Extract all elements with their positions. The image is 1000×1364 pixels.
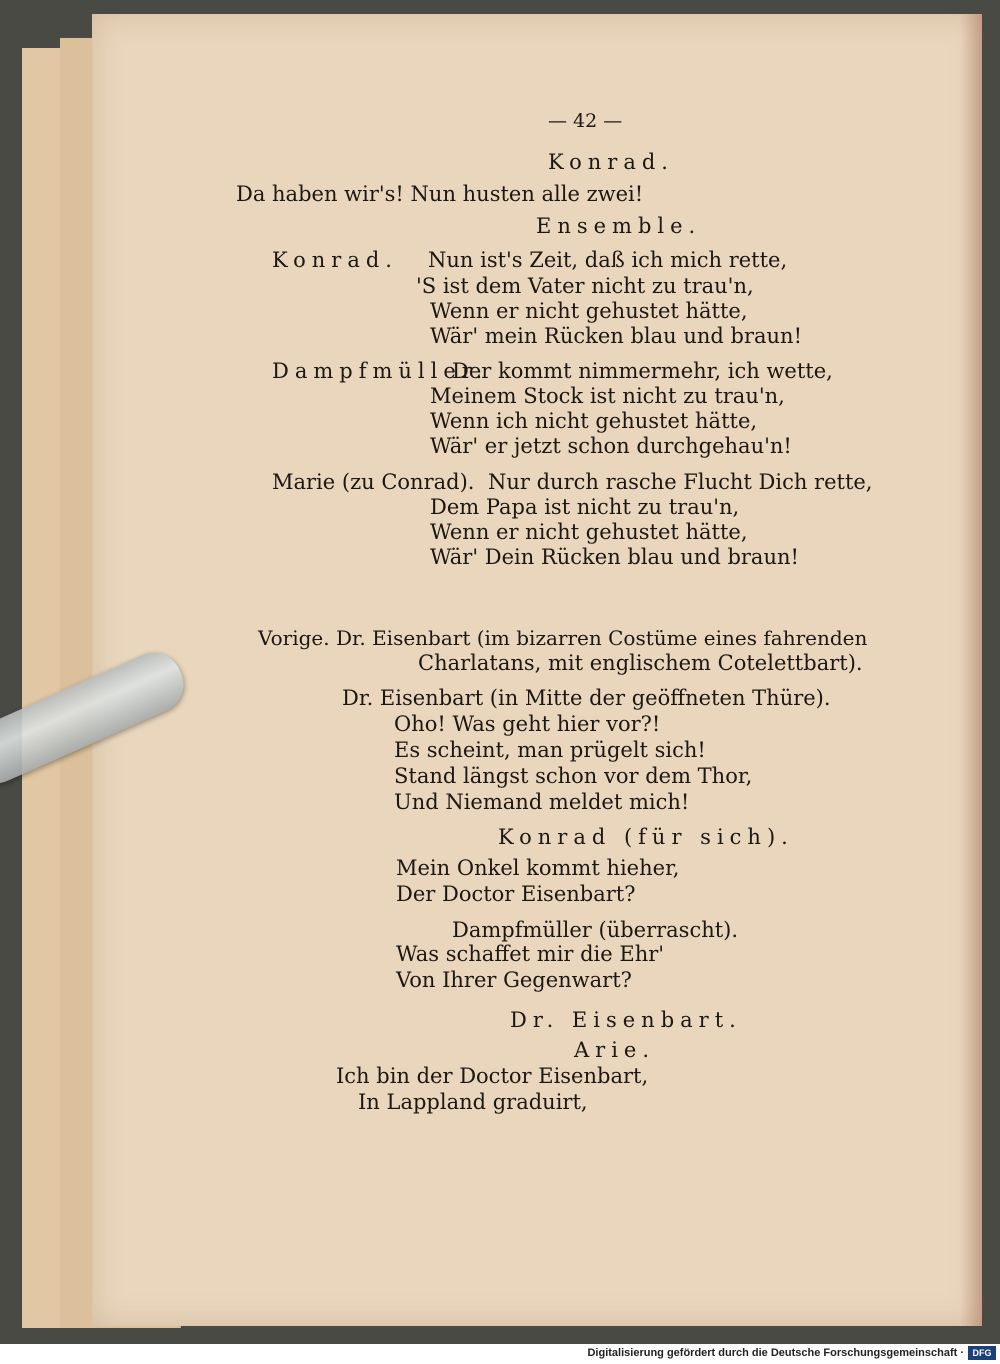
speaker-konrad: Konrad. — [272, 248, 398, 272]
page-number: — 42 — — [548, 110, 623, 132]
verse-line: Nun ist's Zeit, daß ich mich rette, — [428, 248, 788, 272]
verse-line: Der Doctor Eisenbart? — [396, 882, 636, 906]
verse-line: 'S ist dem Vater nicht zu trau'n, — [416, 274, 754, 298]
footer-bar — [0, 1344, 1000, 1364]
verse-line: Und Niemand meldet mich! — [394, 790, 690, 814]
verse-line: Dem Papa ist nicht zu trau'n, — [430, 495, 740, 519]
verse-line: Mein Onkel kommt hieher, — [396, 856, 680, 880]
verse-line: Wär' er jetzt schon durchgehau'n! — [430, 434, 792, 458]
aria-heading: Arie. — [574, 1038, 656, 1062]
ensemble-heading: Ensemble. — [536, 214, 702, 238]
verse-line: In Lappland graduirt, — [358, 1090, 588, 1114]
verse-line: Wenn ich nicht gehustet hätte, — [430, 409, 758, 433]
verse-line: Meinem Stock ist nicht zu trau'n, — [430, 384, 785, 408]
verse-line: Wenn er nicht gehustet hätte, — [430, 520, 748, 544]
speaker-dampfmueller: Dampfmüller (überrascht). — [452, 918, 739, 942]
verse-line: Ich bin der Doctor Eisenbart, — [336, 1064, 649, 1088]
speaker-marie: Marie (zu Conrad). — [272, 470, 475, 494]
stage-direction: Charlatans, mit englischem Cotelettbart). — [418, 651, 863, 675]
speaker-dampfmueller: Dampfmüller. — [272, 359, 489, 383]
speaker-konrad: Konrad (für sich). — [498, 825, 794, 849]
speaker-konrad: Konrad. — [548, 150, 674, 174]
verse-line: Oho! Was geht hier vor?! — [394, 712, 661, 736]
verse-line: Wär' mein Rücken blau und braun! — [430, 324, 803, 348]
stage-direction: Vorige. Dr. Eisenbart (im bizarren Costüme eines fahrenden — [258, 626, 868, 650]
speaker-eisenbart: Dr. Eisenbart. — [510, 1008, 742, 1032]
funding-notice: Digitalisierung gefördert durch die Deutsche Forschungsgemeinschaft · — [587, 1347, 964, 1359]
verse-line: Von Ihrer Gegenwart? — [396, 968, 632, 992]
verse-line: Wär' Dein Rücken blau und braun! — [430, 545, 799, 569]
speaker-eisenbart: Dr. Eisenbart (in Mitte der geöffneten Thüre). — [342, 686, 831, 710]
dfg-logo: DFG — [968, 1346, 996, 1360]
verse-line: Nur durch rasche Flucht Dich rette, — [488, 470, 873, 494]
verse-line: Der kommt nimmermehr, ich wette, — [452, 359, 833, 383]
text-line: Da haben wir's! Nun husten alle zwei! — [236, 182, 644, 206]
verse-line: Stand längst schon vor dem Thor, — [394, 764, 753, 788]
verse-line: Es scheint, man prügelt sich! — [394, 738, 706, 762]
verse-line: Wenn er nicht gehustet hätte, — [430, 299, 748, 323]
verse-line: Was schaffet mir die Ehr' — [396, 942, 665, 966]
